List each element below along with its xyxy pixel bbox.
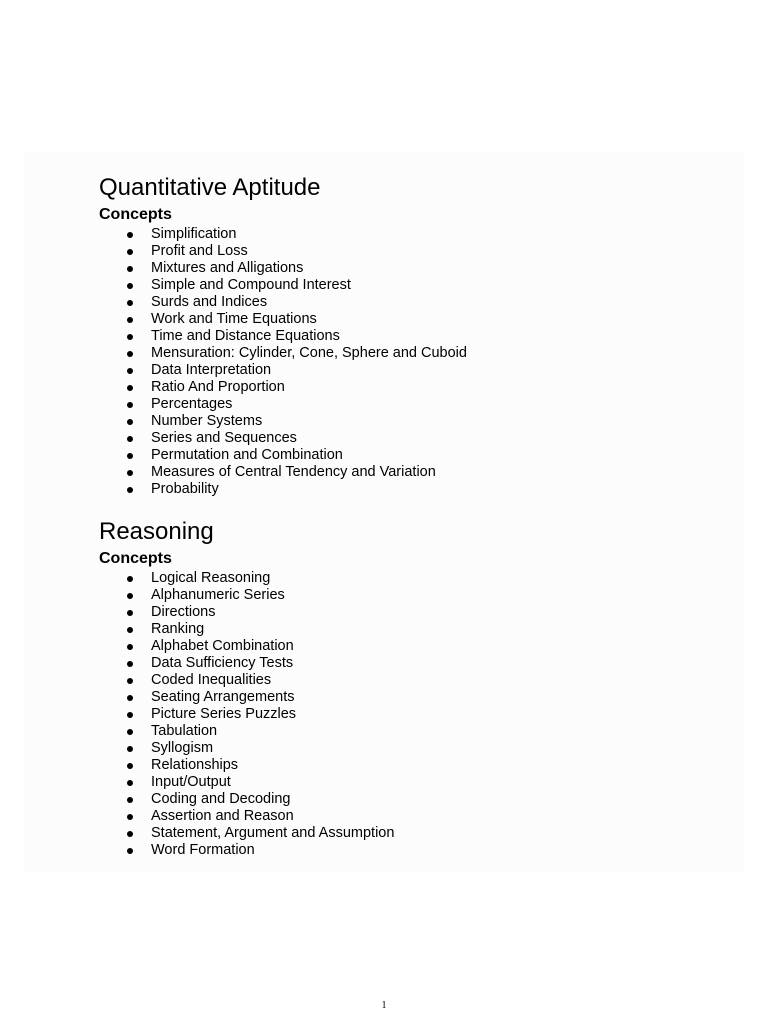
bullet-icon bbox=[127, 712, 133, 718]
list-item-label: Assertion and Reason bbox=[151, 808, 294, 824]
list-item bbox=[99, 464, 467, 481]
list-item-label: Data Interpretation bbox=[151, 362, 272, 378]
list-item bbox=[99, 638, 394, 655]
bullet-icon bbox=[127, 746, 133, 752]
list-item bbox=[99, 379, 467, 396]
section-title: Reasoning bbox=[99, 518, 214, 545]
list-item bbox=[99, 774, 394, 791]
list-item bbox=[99, 481, 467, 498]
concept-list bbox=[99, 570, 394, 859]
list-item bbox=[99, 430, 467, 447]
bullet-icon bbox=[127, 593, 133, 599]
list-item-label: Surds and Indices bbox=[151, 294, 268, 310]
list-item bbox=[99, 706, 394, 723]
list-item-label: Coding and Decoding bbox=[151, 791, 291, 807]
bullet-icon bbox=[127, 300, 133, 306]
list-item bbox=[99, 587, 394, 604]
bullet-icon bbox=[127, 678, 133, 684]
list-item-label: Statement, Argument and Assumption bbox=[151, 825, 395, 841]
list-item-label: Alphabet Combination bbox=[151, 638, 294, 654]
list-item-label: Input/Output bbox=[151, 774, 231, 790]
bullet-icon bbox=[127, 814, 133, 820]
bullet-icon bbox=[127, 232, 133, 238]
list-item bbox=[99, 345, 467, 362]
list-item bbox=[99, 791, 394, 808]
list-item-label: Syllogism bbox=[151, 740, 214, 756]
list-item bbox=[99, 277, 467, 294]
section-quantitative-aptitude bbox=[99, 173, 467, 498]
list-item-label: Word Formation bbox=[151, 842, 255, 858]
section-subtitle: Concepts bbox=[99, 206, 172, 223]
page-number: 1 bbox=[381, 1000, 387, 1011]
list-item-label: Permutation and Combination bbox=[151, 447, 343, 463]
list-item bbox=[99, 447, 467, 464]
bullet-icon bbox=[127, 249, 133, 255]
list-item-label: Mixtures and Alligations bbox=[151, 260, 304, 276]
list-item bbox=[99, 243, 467, 260]
bullet-icon bbox=[127, 576, 133, 582]
bullet-icon bbox=[127, 436, 133, 442]
list-item bbox=[99, 413, 467, 430]
list-item-label: Coded Inequalities bbox=[151, 672, 272, 688]
list-item-label: Measures of Central Tendency and Variation bbox=[151, 464, 436, 480]
bullet-icon bbox=[127, 351, 133, 357]
list-item-label: Series and Sequences bbox=[151, 430, 297, 446]
list-item-label: Probability bbox=[151, 481, 219, 497]
list-item bbox=[99, 226, 467, 243]
bullet-icon bbox=[127, 797, 133, 803]
list-item-label: Picture Series Puzzles bbox=[151, 706, 297, 722]
list-item bbox=[99, 294, 467, 311]
bullet-icon bbox=[127, 487, 133, 493]
list-item-label: Work and Time Equations bbox=[151, 311, 317, 327]
list-item-label: Alphanumeric Series bbox=[151, 587, 285, 603]
bullet-icon bbox=[127, 763, 133, 769]
list-item bbox=[99, 825, 394, 842]
list-item bbox=[99, 621, 394, 638]
section-subtitle: Concepts bbox=[99, 550, 172, 567]
bullet-icon bbox=[127, 266, 133, 272]
bullet-icon bbox=[127, 780, 133, 786]
bullet-icon bbox=[127, 729, 133, 735]
list-item bbox=[99, 808, 394, 825]
list-item bbox=[99, 362, 467, 379]
bullet-icon bbox=[127, 644, 133, 650]
section-reasoning bbox=[99, 517, 394, 859]
list-item bbox=[99, 396, 467, 413]
list-item-label: Tabulation bbox=[151, 723, 218, 739]
list-item-label: Ratio And Proportion bbox=[151, 379, 285, 395]
list-item-label: Ranking bbox=[151, 621, 205, 637]
list-item-label: Simplification bbox=[151, 226, 237, 242]
list-item-label: Time and Distance Equations bbox=[151, 328, 340, 344]
list-item-label: Simple and Compound Interest bbox=[151, 277, 351, 293]
bullet-icon bbox=[127, 627, 133, 633]
bullet-icon bbox=[127, 419, 133, 425]
list-item-label: Profit and Loss bbox=[151, 243, 248, 259]
list-item bbox=[99, 328, 467, 345]
concept-list bbox=[99, 226, 467, 498]
list-item bbox=[99, 570, 394, 587]
list-item-label: Mensuration: Cylinder, Cone, Sphere and Cuboid bbox=[151, 345, 467, 361]
list-item bbox=[99, 723, 394, 740]
list-item bbox=[99, 260, 467, 277]
bullet-icon bbox=[127, 695, 133, 701]
bullet-icon bbox=[127, 402, 133, 408]
list-item bbox=[99, 842, 394, 859]
list-item bbox=[99, 672, 394, 689]
list-item-label: Seating Arrangements bbox=[151, 689, 295, 705]
list-item-label: Data Sufficiency Tests bbox=[151, 655, 294, 671]
bullet-icon bbox=[127, 610, 133, 616]
bullet-icon bbox=[127, 453, 133, 459]
list-item-label: Relationships bbox=[151, 757, 239, 773]
bullet-icon bbox=[127, 385, 133, 391]
bullet-icon bbox=[127, 661, 133, 667]
bullet-icon bbox=[127, 831, 133, 837]
bullet-icon bbox=[127, 470, 133, 476]
list-item bbox=[99, 757, 394, 774]
section-title: Quantitative Aptitude bbox=[99, 174, 321, 201]
list-item-label: Directions bbox=[151, 604, 216, 620]
bullet-icon bbox=[127, 368, 133, 374]
bullet-icon bbox=[127, 317, 133, 323]
bullet-icon bbox=[127, 334, 133, 340]
list-item bbox=[99, 604, 394, 621]
list-item bbox=[99, 740, 394, 757]
list-item-label: Percentages bbox=[151, 396, 233, 412]
list-item bbox=[99, 689, 394, 706]
bullet-icon bbox=[127, 283, 133, 289]
list-item bbox=[99, 311, 467, 328]
list-item-label: Logical Reasoning bbox=[151, 570, 271, 586]
bullet-icon bbox=[127, 848, 133, 854]
list-item bbox=[99, 655, 394, 672]
list-item-label: Number Systems bbox=[151, 413, 263, 429]
